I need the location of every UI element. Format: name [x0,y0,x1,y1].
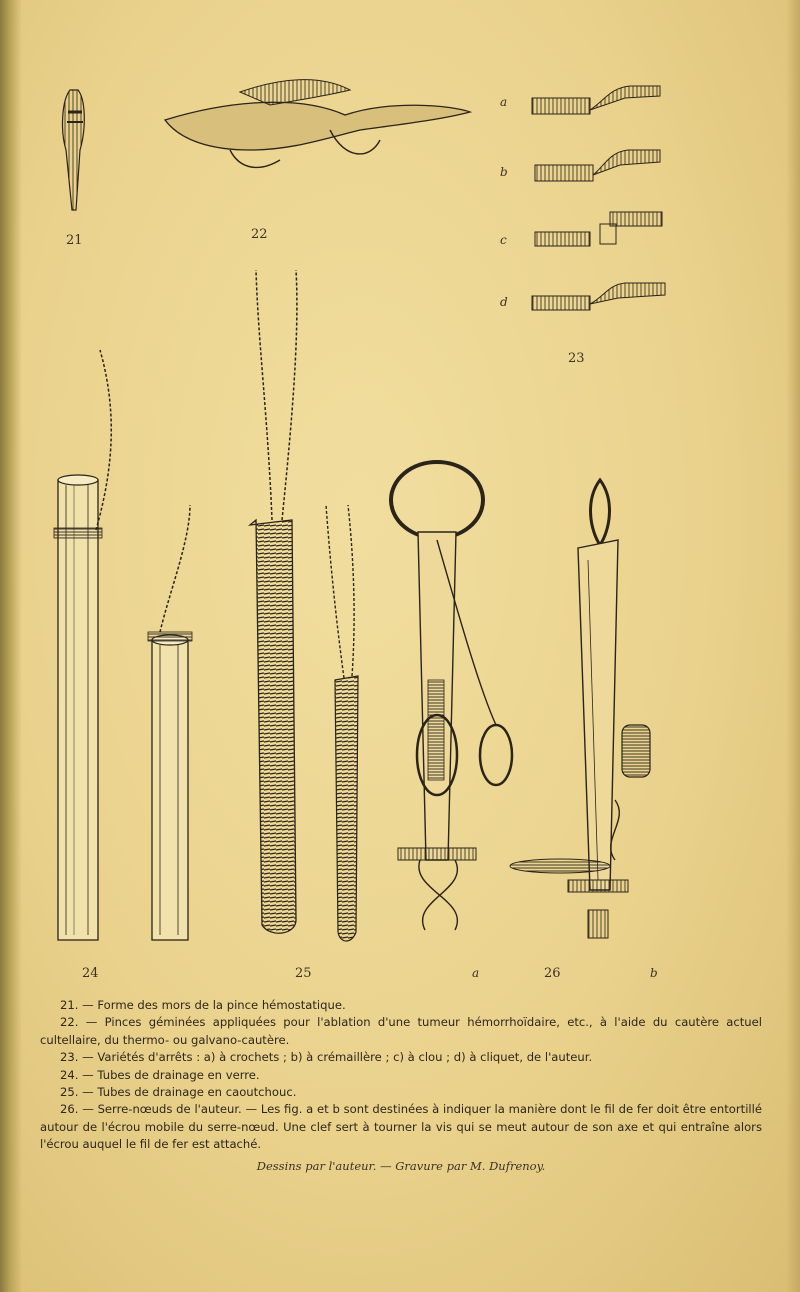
fig21-label: 21 [66,233,83,248]
fig26-label: 26 [544,966,561,981]
fig23-variant-a [532,86,660,114]
fig23-label: 23 [568,351,585,366]
fig26-label-a: a [472,966,480,980]
figure-captions [40,997,762,1154]
fig25-label: 25 [295,966,312,981]
caption-25: 25. — Tubes de drainage en caoutchouc. [60,1085,297,1100]
fig23-label-a: a [500,95,508,109]
fig21-forceps-jaw [63,90,85,210]
fig24-glass-tubes [54,350,192,940]
fig22-twin-forceps [165,80,470,168]
fig26a-serre-noeud [391,462,512,930]
fig24-label: 24 [82,966,99,981]
fig23-label-c: c [500,233,507,247]
caption-23: 23. — Variétés d'arrêts : a) à crochets ; b) à crémaillère ; c) à clou ; d) à cliquet, de l'auteur. [60,1050,593,1065]
caption-22: 22. — Pinces géminées appliquées pour l'ablation d'une tumeur hémorrhoïdaire, etc., à l'aide du cautère actuel cultellaire, du thermo- ou galvano-cautère. [40,1015,762,1047]
caption-21: 21. — Forme des mors de la pince hémostatique. [60,998,346,1012]
fig23-variant-d [532,283,665,310]
fig23-label-d: d [500,295,508,309]
fig23-variant-c [535,212,662,246]
engraving-credit: Dessins par l'auteur. — Gravure par M. Dufrenoy. [256,1159,546,1173]
fig23-label-b: b [500,165,508,179]
fig23-variant-b [535,150,660,181]
caption-24: 24. — Tubes de drainage en verre. [60,1067,260,1082]
fig22-label: 22 [251,227,268,242]
fig26-label-b: b [650,966,658,980]
caption-26: 26. — Serre-nœuds de l'auteur. — Les fig. a et b sont destinées à indiquer la manière dont le fil de fer doit être entortillé autour de l'écrou mobile du serre-nœud. Une clef sert à tourner la vis qui se meut autour de son axe et qui entraîne alors l'écrou auquel le fil de fer est attaché. [40,1102,762,1152]
fig25-rubber-tubes [250,270,358,941]
fig23-stop-variants [532,86,665,310]
fig26b-serre-noeud [510,480,650,938]
